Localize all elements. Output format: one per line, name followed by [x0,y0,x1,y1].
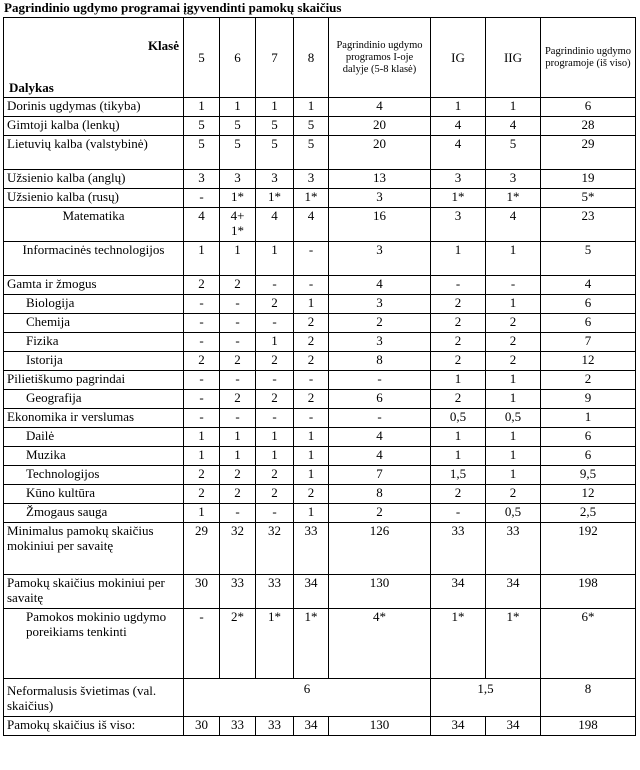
value-cell-p1: 4 [329,447,431,466]
value-cell-g5: 2 [184,276,220,295]
table-row [4,409,636,428]
value-cell-ig: 1 [431,242,486,276]
value-cell-g6: 33 [220,575,256,609]
table-body [4,98,636,736]
value-cell-g7: 32 [256,523,294,575]
value-cell-g8: 1 [294,428,329,447]
table-row [4,485,636,504]
subject-cell: Pamokų skaičius mokiniui per savaitę [4,575,184,609]
value-cell-g8: 5 [294,136,329,170]
value-cell-g6: - [220,504,256,523]
value-cell-p1: 4 [329,98,431,117]
value-cell-iig: - [486,276,541,295]
value-cell-g7: - [256,409,294,428]
subject-cell: Dorinis ugdymas (tikyba) [4,98,184,117]
value-cell-ig: 1* [431,189,486,208]
value-cell-g8: 1 [294,447,329,466]
value-cell-g8: 3 [294,170,329,189]
value-cell-ig: 3 [431,170,486,189]
subject-cell: Informacinės technologijos [4,242,184,276]
table-row [4,352,636,371]
value-cell-g5: 1 [184,428,220,447]
table-row [4,314,636,333]
header-grade-8: 8 [294,18,329,98]
value-cell-g6: - [220,333,256,352]
value-cell-g6: 1* [220,189,256,208]
value-cell-p1: 2 [329,504,431,523]
value-cell-g5: - [184,295,220,314]
value-cell-g5: - [184,371,220,390]
nonformal-row [4,679,636,717]
value-cell-total: 4 [541,276,636,295]
value-cell-g7: - [256,276,294,295]
value-cell-g5: - [184,409,220,428]
subject-cell: Istorija [4,352,184,371]
value-cell-g8: 34 [294,717,329,736]
table-row [4,428,636,447]
subject-cell: Pamokų skaičius iš viso: [4,717,184,736]
table-row [4,333,636,352]
table-row [4,504,636,523]
value-cell-g8: 1 [294,98,329,117]
value-cell-total: 9 [541,390,636,409]
value-cell-g5: 2 [184,352,220,371]
value-cell-g6: 3 [220,170,256,189]
value-cell-g5: 1 [184,447,220,466]
value-cell-ig: 1 [431,98,486,117]
value-cell-ig: 2 [431,390,486,409]
value-cell-g6: 4+ 1* [220,208,256,242]
value-cell-total: 23 [541,208,636,242]
table-row [4,575,636,609]
document-title: Pagrindinio ugdymo programai įgyvendinti pamokų skaičius [4,0,342,15]
value-cell-g8: 2 [294,485,329,504]
value-cell-iig: 34 [486,717,541,736]
subject-cell: Pilietiškumo pagrindai [4,371,184,390]
value-cell-g7: 1 [256,428,294,447]
table-row [4,208,636,242]
value-cell-p1: - [329,409,431,428]
value-cell-g5: - [184,189,220,208]
table-row [4,117,636,136]
value-cell-ig: 4 [431,117,486,136]
value-cell-total: 9,5 [541,466,636,485]
subject-cell: Muzika [4,447,184,466]
value-cell-iig: 0,5 [486,504,541,523]
subject-cell: Chemija [4,314,184,333]
subject-cell: Matematika [4,208,184,242]
value-cell-g6: - [220,314,256,333]
value-cell-iig: 0,5 [486,409,541,428]
value-cell-g7: 1 [256,242,294,276]
value-cell-g5: 1 [184,504,220,523]
subject-cell: Ekonomika ir verslumas [4,409,184,428]
value-cell-ig: 1* [431,609,486,679]
value-cell-g8: - [294,371,329,390]
header-iig: IIG [486,18,541,98]
value-cell-g5: 4 [184,208,220,242]
value-cell-g6: 2 [220,352,256,371]
value-cell-g6: 5 [220,117,256,136]
value-cell-g7: 5 [256,136,294,170]
value-cell-g5: 30 [184,575,220,609]
value-cell-g7: 33 [256,575,294,609]
header-corner-cell [4,18,184,98]
value-cell-g5: 2 [184,485,220,504]
table-row [4,523,636,575]
value-cell-p1: 20 [329,117,431,136]
subject-cell: Neformalusis švietimas (val. skaičius) [4,679,184,717]
value-cell-g5: 3 [184,170,220,189]
value-cell-g5: 29 [184,523,220,575]
value-cell-total: 5 [541,242,636,276]
value-cell-iig: 1 [486,466,541,485]
value-cell-iig: 1* [486,609,541,679]
value-cell-g6: 33 [220,717,256,736]
value-cell-g7: 3 [256,170,294,189]
value-cell-g6: 1 [220,428,256,447]
value-cell-total: 28 [541,117,636,136]
value-cell-g6: 2 [220,276,256,295]
value-cell-g7: 5 [256,117,294,136]
value-cell-ig: - [431,504,486,523]
value-cell-iig: 1 [486,447,541,466]
value-cell-p1: 6 [329,390,431,409]
subject-cell: Geografija [4,390,184,409]
value-cell-total: 198 [541,717,636,736]
value-cell-g7: 33 [256,717,294,736]
value-cell-g6: 1 [220,447,256,466]
value-cell-g6: 2 [220,390,256,409]
value-cell-p1: 3 [329,333,431,352]
value-cell-g6: - [220,295,256,314]
value-cell-p1: 8 [329,352,431,371]
table-row [4,189,636,208]
value-cell-iig: 34 [486,575,541,609]
value-cell-p1: 20 [329,136,431,170]
value-cell-total: 5* [541,189,636,208]
value-cell-ig: 34 [431,717,486,736]
value-cell-ig: 33 [431,523,486,575]
subject-cell: Gamta ir žmogus [4,276,184,295]
value-cell-p1: 7 [329,466,431,485]
value-cell-p1: - [329,371,431,390]
value-cell-p1: 130 [329,717,431,736]
value-cell-p1: 130 [329,575,431,609]
value-cell-g7: 2 [256,295,294,314]
value-cell-total: 7 [541,333,636,352]
value-cell-p1: 2 [329,314,431,333]
value-cell-p1: 4* [329,609,431,679]
subject-cell: Technologijos [4,466,184,485]
value-cell-iig: 1 [486,98,541,117]
value-cell-p1: 4 [329,276,431,295]
value-cell-total: 1 [541,409,636,428]
subject-cell: Fizika [4,333,184,352]
value-cell-iig: 2 [486,485,541,504]
subject-cell: Dailė [4,428,184,447]
value-cell-g5: - [184,390,220,409]
value-cell-g6: 32 [220,523,256,575]
value-cell-g5: 2 [184,466,220,485]
value-cell-g8: 1* [294,189,329,208]
header-grade-6: 6 [220,18,256,98]
value-cell-g6: 2* [220,609,256,679]
value-cell-g7: - [256,371,294,390]
header-grade-7: 7 [256,18,294,98]
value-cell-ig: 2 [431,352,486,371]
value-cell-p1: 4 [329,428,431,447]
header-total: Pagrindinio ugdymo programoje (iš viso) [541,18,636,98]
value-cell-ig: 1 [431,428,486,447]
subject-label: Dalykas [9,80,54,95]
value-cell-iig: 2 [486,314,541,333]
subject-cell: Gimtoji kalba (lenkų) [4,117,184,136]
table-row [4,390,636,409]
table-row [4,170,636,189]
table-row [4,371,636,390]
value-cell-g6: 2 [220,466,256,485]
value-cell-iig: 1 [486,295,541,314]
nonformal-gymnasium-cell: 1,5 [431,679,541,717]
value-cell-g7: 2 [256,390,294,409]
value-cell-ig: 34 [431,575,486,609]
value-cell-total: 6 [541,447,636,466]
value-cell-iig: 4 [486,208,541,242]
value-cell-g7: 2 [256,485,294,504]
value-cell-total: 12 [541,352,636,371]
value-cell-total: 2 [541,371,636,390]
subject-cell: Pamokos mokinio ugdymo poreikiams tenkinti [4,609,184,679]
value-cell-g7: 1* [256,609,294,679]
value-cell-p1: 3 [329,295,431,314]
value-cell-ig: 2 [431,333,486,352]
header-part-one: Pagrindinio ugdymo programos I-oje dalyje (5-8 klasė) [329,18,431,98]
value-cell-g7: 4 [256,208,294,242]
subject-cell: Kūno kultūra [4,485,184,504]
table-row [4,136,636,170]
value-cell-iig: 1* [486,189,541,208]
value-cell-g8: 1 [294,466,329,485]
value-cell-total: 6* [541,609,636,679]
subject-cell: Žmogaus sauga [4,504,184,523]
value-cell-g8: 2 [294,333,329,352]
table-row [4,447,636,466]
value-cell-g7: 2 [256,352,294,371]
value-cell-total: 2,5 [541,504,636,523]
value-cell-iig: 2 [486,333,541,352]
value-cell-iig: 1 [486,390,541,409]
value-cell-g7: 1* [256,189,294,208]
value-cell-p1: 3 [329,189,431,208]
value-cell-g6: - [220,371,256,390]
value-cell-ig: 2 [431,314,486,333]
value-cell-ig: 1 [431,447,486,466]
value-cell-g5: - [184,314,220,333]
lesson-hours-table [3,17,636,736]
value-cell-ig: 2 [431,485,486,504]
value-cell-g6: 5 [220,136,256,170]
value-cell-iig: 1 [486,428,541,447]
value-cell-g5: 1 [184,98,220,117]
value-cell-total: 6 [541,428,636,447]
value-cell-ig: 3 [431,208,486,242]
table-row [4,276,636,295]
value-cell-ig: 1 [431,371,486,390]
table-row [4,242,636,276]
subject-cell: Biologija [4,295,184,314]
value-cell-total: 192 [541,523,636,575]
value-cell-iig: 1 [486,242,541,276]
header-grade-5: 5 [184,18,220,98]
value-cell-iig: 5 [486,136,541,170]
value-cell-iig: 4 [486,117,541,136]
nonformal-part1-cell: 6 [184,679,431,717]
value-cell-g8: - [294,409,329,428]
table-row [4,98,636,117]
value-cell-g7: - [256,504,294,523]
value-cell-ig: - [431,276,486,295]
value-cell-g5: 5 [184,136,220,170]
value-cell-total: 6 [541,314,636,333]
value-cell-g8: 34 [294,575,329,609]
value-cell-g5: - [184,609,220,679]
value-cell-ig: 4 [431,136,486,170]
subject-cell: Lietuvių kalba (valstybinė) [4,136,184,170]
value-cell-g8: 33 [294,523,329,575]
value-cell-ig: 2 [431,295,486,314]
value-cell-g8: 1* [294,609,329,679]
value-cell-g7: 1 [256,98,294,117]
subject-cell: Minimalus pamokų skaičius mokiniui per savaitę [4,523,184,575]
value-cell-g7: 1 [256,447,294,466]
value-cell-total: 29 [541,136,636,170]
table-row [4,609,636,679]
subject-cell: Užsienio kalba (rusų) [4,189,184,208]
value-cell-g8: 1 [294,504,329,523]
value-cell-g5: 30 [184,717,220,736]
value-cell-p1: 8 [329,485,431,504]
value-cell-g7: 2 [256,466,294,485]
value-cell-ig: 1,5 [431,466,486,485]
value-cell-g6: - [220,409,256,428]
value-cell-g6: 2 [220,485,256,504]
header-row [4,18,636,98]
grand-total-row [4,717,636,736]
header-ig: IG [431,18,486,98]
value-cell-total: 198 [541,575,636,609]
value-cell-p1: 3 [329,242,431,276]
nonformal-total-cell: 8 [541,679,636,717]
value-cell-p1: 16 [329,208,431,242]
value-cell-g8: 4 [294,208,329,242]
value-cell-g6: 1 [220,242,256,276]
value-cell-total: 12 [541,485,636,504]
value-cell-g7: 1 [256,333,294,352]
table-row [4,295,636,314]
value-cell-total: 6 [541,98,636,117]
value-cell-iig: 33 [486,523,541,575]
value-cell-g8: 2 [294,352,329,371]
value-cell-total: 6 [541,295,636,314]
value-cell-g8: 2 [294,390,329,409]
value-cell-p1: 126 [329,523,431,575]
value-cell-g5: - [184,333,220,352]
value-cell-p1: 13 [329,170,431,189]
value-cell-g7: - [256,314,294,333]
value-cell-ig: 0,5 [431,409,486,428]
value-cell-total: 19 [541,170,636,189]
value-cell-g8: 1 [294,295,329,314]
value-cell-g8: - [294,242,329,276]
table-row [4,466,636,485]
subject-cell: Užsienio kalba (anglų) [4,170,184,189]
value-cell-g6: 1 [220,98,256,117]
value-cell-g5: 1 [184,242,220,276]
value-cell-g8: - [294,276,329,295]
value-cell-iig: 2 [486,352,541,371]
value-cell-iig: 3 [486,170,541,189]
class-label: Klasė [147,38,179,53]
value-cell-iig: 1 [486,371,541,390]
value-cell-g5: 5 [184,117,220,136]
value-cell-g8: 2 [294,314,329,333]
value-cell-g8: 5 [294,117,329,136]
